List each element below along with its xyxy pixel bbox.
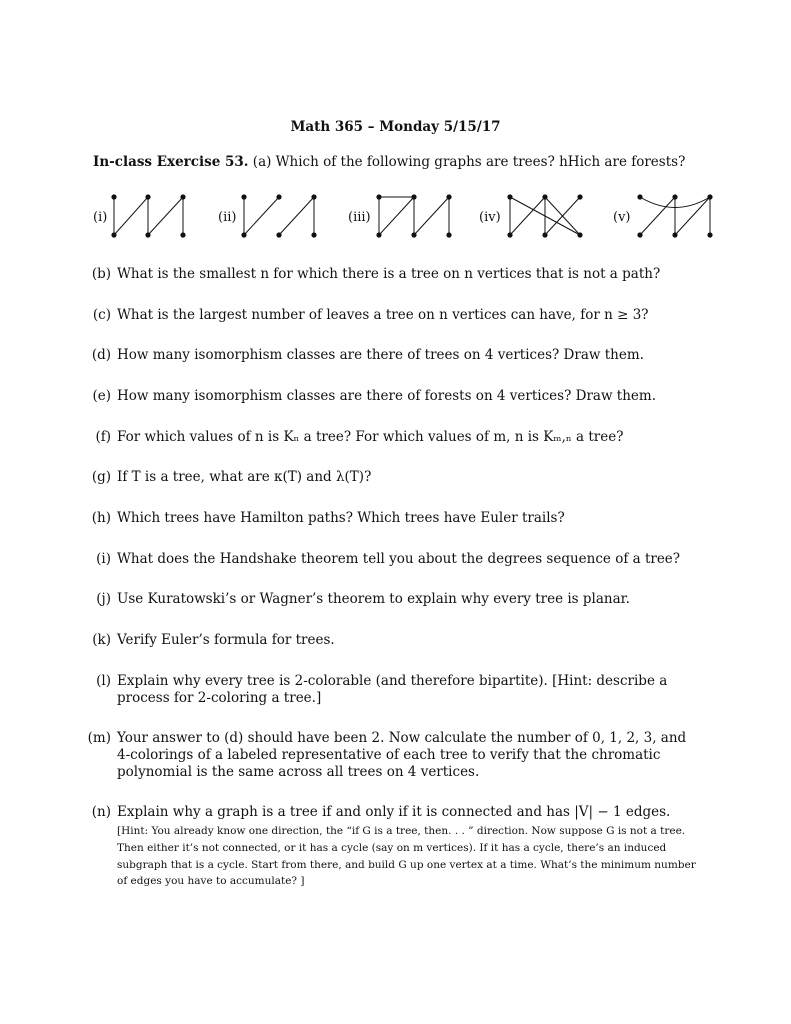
question-label: (i)	[96, 551, 111, 567]
graph-i	[114, 197, 183, 235]
question-text: Your answer to (d) should have been 2. Now calculate the number of 0, 1, 2, 3, and 4-colorings of a labeled representative of each tree to verify that the chromatic polynomial is the same across all trees on 4 vertices.	[117, 730, 687, 780]
question-label: (g)	[91, 469, 111, 485]
graph-v	[640, 197, 710, 235]
graph-ii	[244, 197, 314, 235]
question-e	[93, 388, 703, 405]
question-label: (e)	[92, 388, 111, 404]
question-text: Verify Euler’s formula for trees.	[117, 632, 335, 648]
question-text: Use Kuratowski’s or Wagner’s theorem to explain why every tree is planar.	[117, 591, 630, 607]
graph-iii	[379, 197, 449, 235]
part-a-text: (a) Which of the following graphs are trees? hHich are forests?	[252, 154, 686, 170]
question-hint: [Hint: You already know one direction, the “if G is a tree, then. . . ” direction. Now suppose G is not a tree. Then either it’s not connected, or it has a cycle (say on m vertices). If it has a cycle, there’s an induced subgraph that is a cycle. Start from there, and build G up one vertex at a time. What’s the minimum number of edges you have to accumulate? ]	[117, 825, 696, 888]
graph-label-iii: (iii)	[348, 210, 371, 225]
question-text: Explain why every tree is 2-colorable (and therefore bipartite). [Hint: describe a process for 2-coloring a tree.]	[117, 673, 668, 706]
question-b	[93, 266, 703, 283]
question-label: (h)	[91, 510, 111, 526]
question-d	[93, 347, 703, 364]
question-i	[93, 551, 703, 568]
question-k	[93, 632, 703, 649]
question-label: (b)	[91, 266, 111, 282]
question-label: (d)	[91, 347, 111, 363]
exercise-intro	[93, 154, 685, 170]
question-j	[93, 591, 703, 608]
question-text: What does the Handshake theorem tell you about the degrees sequence of a tree?	[117, 551, 681, 567]
question-label: (l)	[96, 673, 111, 689]
page-title: Math 365 – Monday 5/15/17	[290, 119, 501, 135]
graph-label-iv: (iv)	[479, 210, 501, 225]
graph-label-ii: (ii)	[218, 210, 237, 225]
graph-figures	[0, 190, 791, 240]
question-f	[93, 429, 703, 446]
question-text: For which values of n is Kₙ a tree? For which values of m, n is Kₘ,ₙ a tree?	[117, 429, 624, 445]
question-label: (c)	[92, 307, 111, 323]
question-text: If T is a tree, what are κ(T) and λ(T)?	[117, 469, 372, 485]
exercise-label: In-class Exercise 53.	[93, 154, 249, 170]
graph-iv	[510, 197, 580, 235]
question-label: (n)	[91, 804, 111, 820]
question-c	[93, 307, 703, 324]
question-label: (j)	[96, 591, 111, 607]
question-n	[93, 804, 703, 890]
question-text: What is the smallest n for which there is a tree on n vertices that is not a path?	[117, 266, 661, 282]
graph-label-v: (v)	[613, 210, 631, 225]
question-l	[93, 673, 703, 707]
question-text: Which trees have Hamilton paths? Which trees have Euler trails?	[117, 510, 565, 526]
question-label: (k)	[92, 632, 111, 648]
question-g	[93, 469, 703, 486]
question-text: Explain why a graph is a tree if and only if it is connected and has |V| − 1 edges.	[117, 804, 671, 820]
question-text: What is the largest number of leaves a tree on n vertices can have, for n ≥ 3?	[117, 307, 649, 323]
question-m	[87, 730, 703, 781]
question-text: How many isomorphism classes are there of trees on 4 vertices? Draw them.	[117, 347, 644, 363]
question-label: (m)	[87, 730, 111, 746]
question-label: (f)	[95, 429, 111, 445]
graph-label-i: (i)	[93, 210, 108, 225]
question-h	[93, 510, 703, 527]
question-text: How many isomorphism classes are there of forests on 4 vertices? Draw them.	[117, 388, 656, 404]
